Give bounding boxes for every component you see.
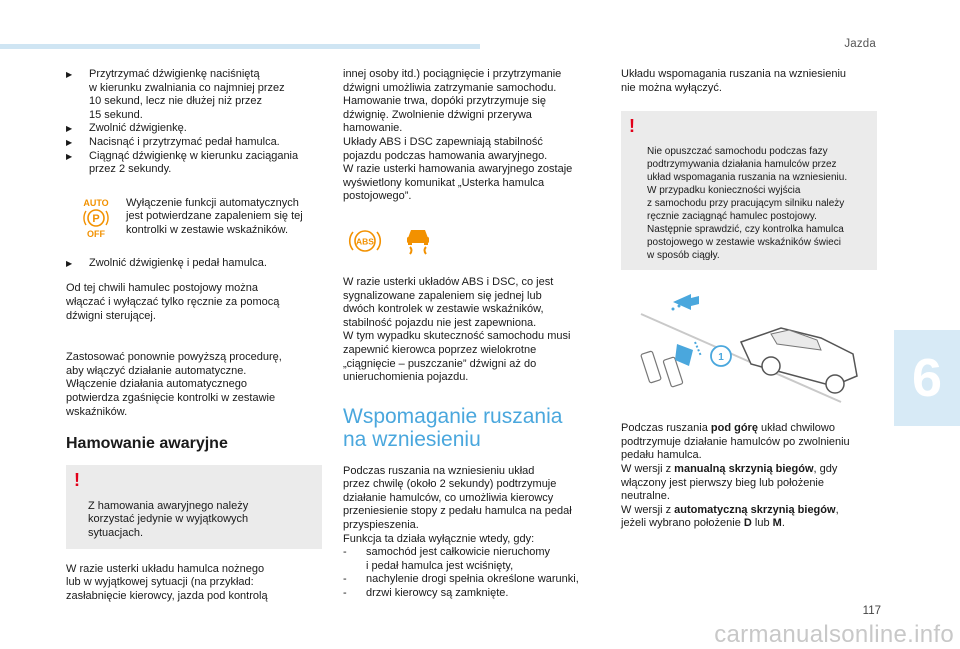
paragraph: W razie usterki układu hamulca nożnego lub w wyjątkowej sytuacji (na przykład: zasłabnięcie kierowcy, jazda pod kontrolą: [66, 562, 268, 602]
svg-text:AUTO: AUTO: [83, 197, 109, 208]
paragraph: Układu wspomagania ruszania na wzniesieniu nie można wyłączyć.: [621, 68, 847, 94]
chapter-number: 6: [911, 348, 943, 408]
svg-text:1: 1: [718, 352, 724, 364]
column-middle: [343, 68, 601, 601]
heading-emergency-braking: Hamowanie awaryjne: [66, 435, 228, 453]
auto-p-off-icon: [78, 197, 114, 239]
hill-start-illustration: [621, 284, 877, 414]
paragraph: Od tej chwili hamulec postojowy można włączać i wyłączać tylko ręcznie za pomocą dźwigni sterującej.: [66, 282, 280, 322]
bullet-marker-icon: ▶: [66, 151, 73, 161]
header-bar: [0, 44, 480, 49]
warning-box: ! Z hamowania awaryjnego należy korzystać jedynie w wyjątkowych sytuacjach.: [66, 465, 322, 549]
condition-item: - drzwi kierowcy są zamknięte.: [343, 587, 509, 600]
bullet-item: ▶ Zwolnić dźwigienkę i pedał hamulca.: [66, 256, 267, 269]
bullet-item: ▶ Przytrzymać dźwigienkę naciśniętą w kierunku zwalniania co najmniej przez 10 sekund, lecz nie dłużej niż przez 15 sekund.: [66, 68, 285, 121]
auto-off-notice: [66, 197, 322, 239]
bullet-marker-icon: ▶: [66, 137, 73, 147]
paragraph: Podczas ruszania na wzniesieniu układ przez chwilę (około 2 sekundy) podtrzymuje działanie hamulców, co umożliwia kierowcy przeniesienie stopy z pedału hamulca na pedał przyspieszenia. Funkcja ta działa wyłącznie wtedy, gdy:: [343, 464, 572, 545]
column-left: [66, 68, 322, 603]
condition-item: - samochód jest całkowicie nieruchomy i pedał hamulca jest wciśnięty,: [343, 546, 551, 572]
chapter-tab: [894, 330, 960, 426]
bullet-marker-icon: ▶: [66, 258, 73, 268]
bullet-item: ▶ Nacisnąć i przytrzymać pedał hamulca.: [66, 135, 280, 148]
dsc-skid-icon: [403, 226, 433, 256]
abs-dsc-icons: [343, 226, 601, 256]
bullet-item: ▶ Zwolnić dźwigienkę.: [66, 122, 187, 135]
svg-text:OFF: OFF: [87, 228, 105, 239]
paragraph: Zastosować ponownie powyższą procedurę, aby włączyć działanie automatyczne. Włączenie działania automatycznego potwierdza zgaśnięcie kontrolki w zestawie wskaźników.: [66, 351, 282, 418]
condition-item: - nachylenie drogi spełnia określone warunki,: [343, 573, 579, 586]
bullet-marker-icon: ▶: [66, 70, 73, 79]
warning-icon: !: [629, 116, 635, 137]
auto-off-text: Wyłączenie funkcji automatycznych jest potwierdzane zapaleniem się tej kontrolki w zestawie wskaźników.: [126, 196, 303, 236]
bullet-item: ▶ Ciągnąć dźwigienkę w kierunku zaciągania przez 2 sekundy.: [66, 149, 299, 176]
paragraph: W razie usterki układów ABS i DSC, co jest sygnalizowane zapaleniem się jednej lub dwóch kontrolek w zestawie wskaźników, stabilność pojazdu nie jest zapewniona. W tym wypadku skuteczność samochodu musi zapewnić kierowca poprzez wielokrotne „ciągnięcie – puszczanie” dźwigni aż do unieruchomienia pojazdu.: [343, 275, 571, 384]
paragraph-uphill: Podczas ruszania pod górę układ chwilowo podtrzymuje działanie hamulców po zwolnieniu pedału hamulca. W wersji z manualną skrzynią biegów, gdy włączony jest pierwszy bieg lub położenie neutralne. W wersji z automatyczną skrzynią biegów, jeżeli wybrano położenie D lub M.: [621, 422, 850, 530]
paragraph: innej osoby itd.) pociągnięcie i przytrzymanie dźwigni umożliwia zatrzymanie samochodu. Hamowanie trwa, dopóki przytrzymuje się dźwignię. Zwolnienie dźwigni przerywa hamowanie. Układy ABS i DSC zapewniają stabilność pojazdu podczas hamowania awaryjnego. W razie usterki hamowania awaryjnego zostaje wyświetlony komunikat „Usterka hamulca postojowego”.: [343, 68, 573, 203]
column-right: [621, 68, 877, 531]
watermark: carmanualsonline.info: [714, 621, 954, 648]
page-number: 117: [862, 605, 881, 617]
svg-text:ABS: ABS: [356, 236, 374, 247]
section-title: Jazda: [844, 38, 876, 50]
svg-text:P: P: [92, 212, 100, 225]
bullet-marker-icon: ▶: [66, 124, 73, 134]
abs-warning-icon: [347, 226, 383, 256]
warning-icon: !: [74, 469, 80, 490]
warning-box: ! Nie opuszczać samochodu podczas fazy podtrzymywania działania hamulców przez układ wspomagania ruszania na wzniesieniu. W przypadku konieczności wyjścia z samochodu przy pracującym silniku należy ręcznie zaciągnąć hamulec postojowy. Następnie sprawdzić, czy kontrolka hamulca postojowego w zestawie wskaźników świeci w sposób ciągły.: [621, 111, 877, 270]
heading-hill-start-assist: Wspomaganie ruszania na wzniesieniu: [343, 404, 563, 451]
